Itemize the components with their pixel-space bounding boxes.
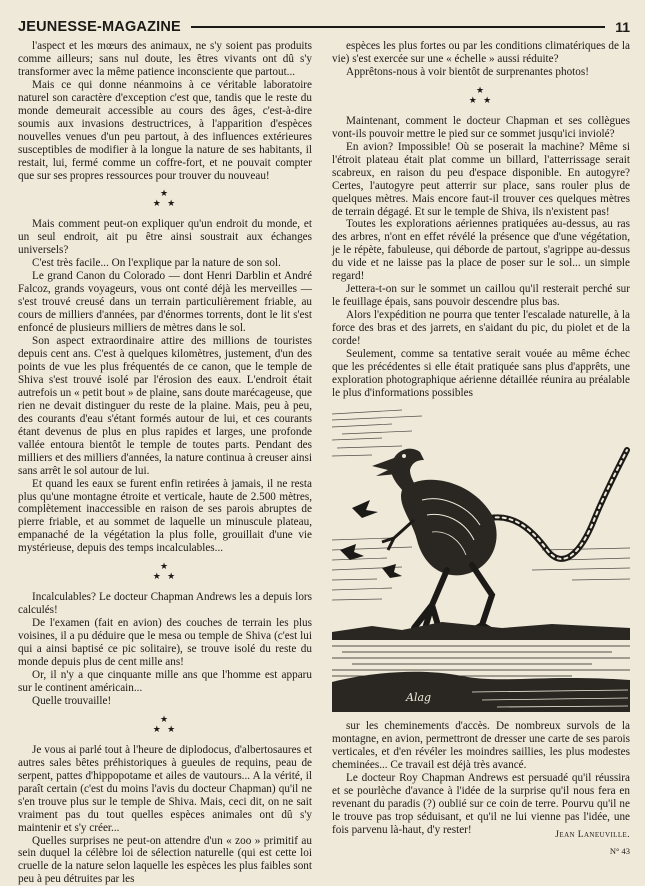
paragraph: En avion? Impossible! Où se poserait la machine? Même si l'étroit plateau était plat comme un billard, l'atterrissage serait scabreux, en raison du peu d'espace disponible. En autogyre? Certes, l'autogyre peut atterrir sur place, sans rouler plus de quelques mètres. Mais encore faut-il trouver ces quelques mètres de terrain dégagé. Et sur le temple de Shiva, ils n'existent pas! <box>332 140 630 218</box>
paragraph: espèces les plus fortes ou par les conditions climatériques de la vie) s'est exercée sur une « échelle » aussi réduite? <box>332 40 630 65</box>
header-rule <box>191 26 605 28</box>
right-text-column <box>332 40 630 399</box>
dinosaur-drawing <box>332 400 630 712</box>
paragraph: De l'examen (fait en avion) des couches de terrain les plus voisines, il a pu déduire que le mesa ou temple de Shiva (c'est lui qui a ainsi baptisé ce pic solitaire), se trouve isolé du reste du monde depuis plus de cent mille ans! <box>18 617 312 669</box>
paragraph: sur les cheminements d'accès. De nombreux survols de la montagne, en avion, permettront de dresser une carte de ses parois verticales, et d'en révéler les moindres saillies, les plus modestes cheminées... Ce travail est déjà très avancé. <box>332 720 630 771</box>
section-separator: ★ ★ ★ <box>152 188 178 209</box>
paragraph: Maintenant, comment le docteur Chapman et ses collègues vont-ils pouvoir mettre le pied sur ce sommet jusqu'ici inviolé? <box>332 114 630 140</box>
paragraph: C'est très facile... On l'explique par la nature de son sol. <box>32 257 281 270</box>
paragraph: Quelles surprises ne peut-on attendre d'un « zoo » primitif au sein duquel la célèbre loi de sélection naturelle (qui est cette loi cruelle de la nature selon laquelle les espèces les plus faibles sont peu à peu détruites par les <box>18 834 312 886</box>
paragraph: Et quand les eaux se furent enfin retirées à jamais, il ne resta plus qu'une montagne étroite et verticale, haute de 2.500 mètres, complètement inaccessible en raison de ses parois abruptes de pierre friable, et au sommet de laquelle un minuscule plateau, empanaché de la végétation la plus folle, grouillait d'une vie mystérieuse, depuis des temps incalculables... <box>18 477 312 555</box>
paragraph: Mais ce qui donne néanmoins à ce véritable laboratoire naturel son caractère d'exception c'est que, tandis que le reste du monde demeurait accessible au cours des âges, c'est-à-dire soumis aux invasions destructrices, à l'apparition d'espèces nouvelles venues d'un peu partout, à des influences extérieures susceptibles de modifier à la longue la nature de ses habitants, il restait, lui, fermé comme un coffre-fort, et ne pouvait compter que sur ses propres ressources pour trouver du nouveau! <box>18 78 312 182</box>
paragraph: Seulement, comme sa tentative serait vouée au même échec que les précédentes si elle était pratiquée sans plus d'apprêts, une exploration photographique aérienne détaillée réunira au préalable le plus d'informations possibles <box>332 348 630 399</box>
magazine-title: JEUNESSE-MAGAZINE <box>18 19 181 35</box>
left-text-column <box>18 40 312 886</box>
paragraph: Jettera-t-on sur le sommet un caillou qu'il resterait perché sur le feuillage épais, sans pouvoir descendre plus bas. <box>332 283 630 309</box>
paragraph: Or, il n'y a que cinquante mille ans que l'homme est apparu sur le continent américain... <box>18 668 312 694</box>
paragraph: Le docteur Roy Chapman Andrews est persuadé qu'il réussira et se pourlèche d'avance à l'idée de la surprise qu'il nous fera en revenant du paradis (?) oublié sur ce coin de terre. Pourvu qu'il ne le trouve pas trop séduisant, et qu'il ne lui vienne pas l'idée, une fois parvenu là-haut, d'y rester! <box>332 771 630 836</box>
paragraph: l'aspect et les mœurs des animaux, ne s'y soient pas produits comme ailleurs; sans nul doute, les êtres vivants ont dû s'y transformer avec la même patience inconsciente que partout... <box>18 40 312 78</box>
paragraph: Apprêtons-nous à voir bientôt de surprenantes photos! <box>346 65 589 78</box>
author-byline: Jean Laneuville. <box>555 830 630 840</box>
issue-number: N° 43 <box>609 846 630 856</box>
paragraph: Le grand Canon du Colorado — dont Henri Darblin et André Falcoz, grands voyageurs, vous ont conté déjà les merveilles — s'est trouvé creusé dans un terrain particulièrement friable, au cours de milliers d'années, par d'énormes torrents, dont le lit s'est enfoncé de plusieurs milliers de mètres dans le sol. <box>18 270 312 335</box>
section-separator: ★ ★ ★ <box>152 561 178 582</box>
page-number: 11 <box>615 19 630 35</box>
paragraph: Son aspect extraordinaire attire des millions de touristes depuis cent ans. C'est à quelques kilomètres, justement, d'un des points de vue les plus fréquentés de ce canon, que le temple de Shiva s'est trouvé isolé par l'érosion des eaux. L'endroit était autrefois un « petit bout » de plaine, sans doute marécageuse, que rien ne devait distinguer du reste de la plaine. Mais, peu à peu, des courants d'eau s'étant formés autour de lui, et ces courants étant devenus de plus en plus rapides et larges, une profonde vallée entoura bientôt le temple de toutes parts. Pendant des milliers et des milliers d'années, la nature continua à creuser ainsi sans arrêt le sol autour de lui. <box>18 335 312 477</box>
page-header <box>18 16 630 38</box>
section-separator: ★ ★ ★ <box>468 84 494 105</box>
paragraph: Alors l'expédition ne pourra que tenter l'escalade naturelle, à la force des bras et des jarrets, en s'aidant du pic, du piolet et de la corde! <box>332 309 630 348</box>
paragraph: Quelle trouvaille! <box>32 694 112 707</box>
artist-signature: Alag <box>406 691 432 704</box>
paragraph: Je vous ai parlé tout à l'heure de diplodocus, d'albertosaures et autres sales bêtes préhistoriques à gueules de requins, peau de serpent, pattes d'hippopotame et ailes de vautours... A la vérité, il paraît certain (c'est du moins l'avis du docteur Chapman) qu'il ne s'en trouve plus sur le temple de Shiva. Mais, ceci dit, on ne sait vraiment pas du tout quelles espèces animales ont dû s'y maintenir et s'y créer... <box>18 743 312 834</box>
paragraph: Incalculables? Le docteur Chapman Andrews les a depuis lors calculés! <box>18 591 312 617</box>
paragraph: Toutes les explorations aériennes pratiquées au-dessus, au ras des arbres, n'ont en effet révélé la présence que d'une végétation, je le répète, fabuleuse, qui déborde de partout, s'agrippe au-dessus du vide et ne laisse pas la place de poser sur le sol... un simple regard! <box>332 218 630 283</box>
paragraph: Mais comment peut-on expliquer qu'un endroit du monde, et un seul endroit, ait pu être ainsi soustrait aux échanges universels? <box>18 218 312 257</box>
dinosaur-illustration <box>332 400 630 712</box>
section-separator: ★ ★ ★ <box>152 713 178 734</box>
